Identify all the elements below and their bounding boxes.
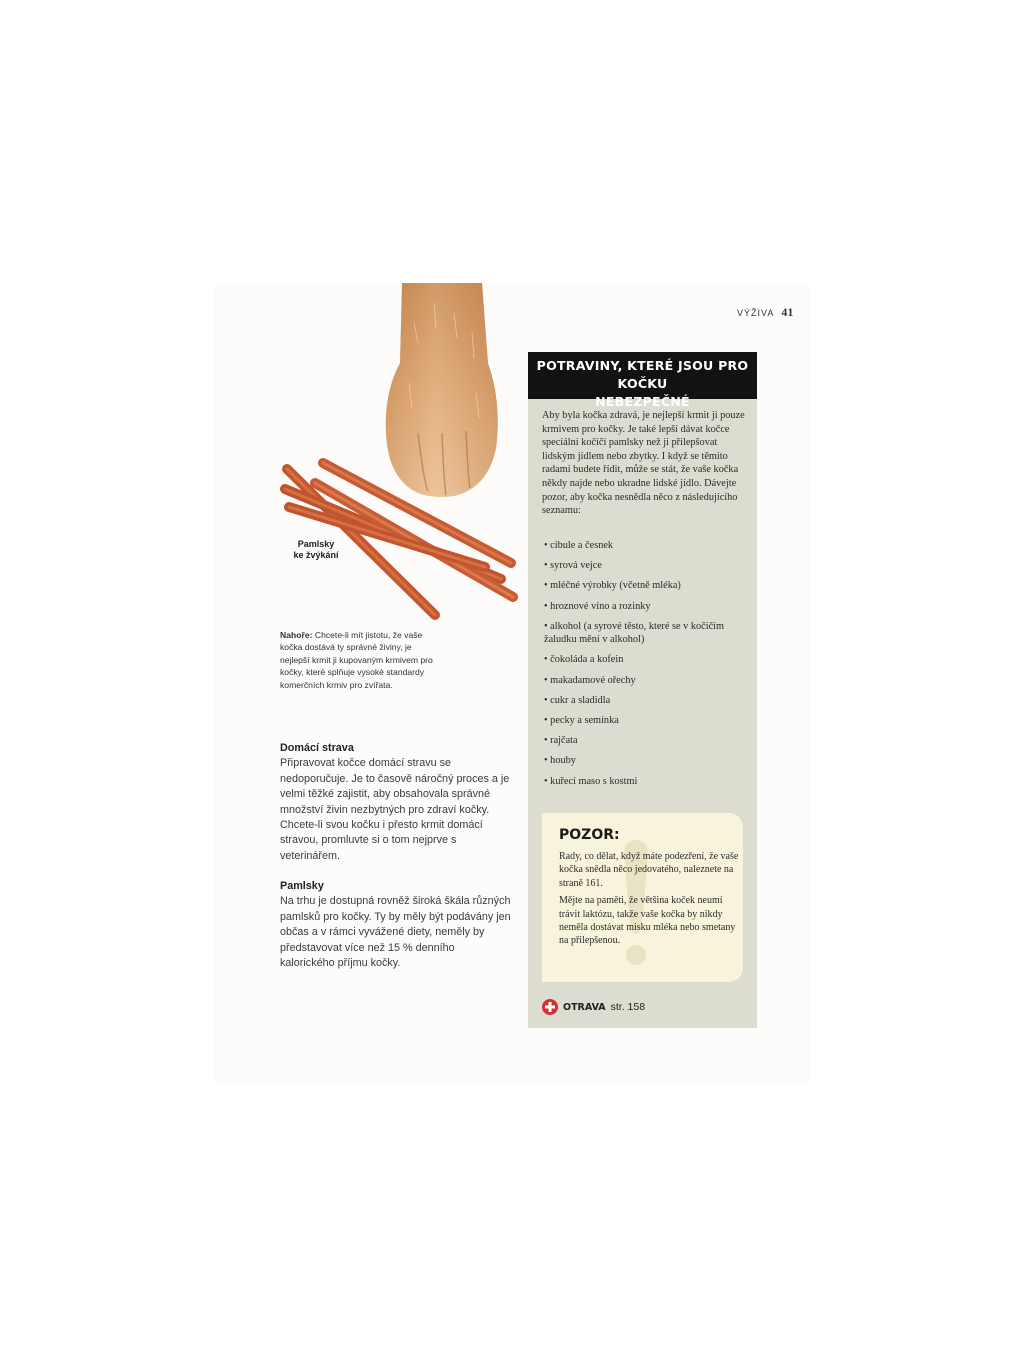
list-item: • pecky a semínka [544, 715, 619, 727]
warning-paragraph: Rady, co dělat, když máte podezření, že vaše kočka snědla něco jedovatého, naleznete na straně 161. [559, 851, 739, 889]
sidebar-title [528, 352, 757, 409]
page-number: 41 [781, 305, 794, 319]
caption-text: Chcete-li mít jistotu, že vaše kočka dostává ty správné živiny, je nejlepší krmit ji kupovaným krmivem pro kočky, které splňuje vysoké standardy komerčních krmiv pro zvířata. [280, 630, 433, 690]
warning-title: POZOR: [559, 827, 620, 843]
section-treats [280, 879, 512, 971]
section-heading: Pamlsky [280, 880, 324, 892]
list-item: • cibule a česnek [544, 540, 614, 551]
photo-label [282, 539, 350, 561]
photo-label-line2: ke žvýkání [293, 550, 339, 560]
section-name: VÝŽIVA [737, 308, 774, 318]
running-header [737, 305, 793, 320]
warning-paragraph: Mějte na paměti, že většina koček neumí trávit laktózu, takže vaše kočka by nikdy neměla dostávat misku mléka nebo smetany na přilepšenou. [559, 895, 736, 947]
list-item: • cukr a sladidla [544, 694, 611, 706]
reference-label: OTRAVA [563, 1001, 606, 1013]
list-item: • čokoláda a kofein [544, 654, 624, 666]
section-home-food [280, 741, 512, 864]
section-paragraph: Na trhu je dostupná rovněž široká škála různých pamlsků pro kočky. Ty by měly být podávány jen občas a v rámci vyvážené diety, neměly by představovat více než 15 % denního kalorického příjmu kočky. [280, 895, 511, 970]
reference-page: str. 158 [610, 1001, 646, 1013]
section-heading: Domácí strava [280, 742, 354, 754]
sidebar-title-line1: POTRAVINY, KTERÉ JSOU PRO KOČKU [536, 358, 749, 391]
list-item: • houby [544, 755, 576, 767]
cross-reference [542, 999, 645, 1015]
list-item: • alkohol (a syrové těsto, které se v kočičím žaludku mění v alkohol) [544, 620, 725, 646]
photo-label-line1: Pamlsky [297, 539, 335, 549]
warning-text [559, 850, 741, 952]
sidebar-title-line2: NEBEZPEČNÉ [595, 394, 690, 409]
first-aid-cross-icon [542, 999, 558, 1015]
sidebar-intro: Aby byla kočka zdravá, je nejlepší krmit ji pouze krmivem pro kočky. Je také lepší dávat kočce speciální kočičí pamlsky než ji přilepšovat lidským jídlem nebo zbytky. I když se těmito radami budete řídit, může se stát, že vaše kočka někdy najde nebo ukradne lidské jídlo. Dávejte pozor, aby kočka nesnědla něco z následujícího seznamu: [542, 410, 745, 517]
list-item: • kuřecí maso s kostmi [544, 775, 638, 787]
list-item: • rajčata [544, 735, 578, 747]
list-item: • makadamové ořechy [544, 674, 636, 686]
list-item: • mléčné výrobky (včetně mléka) [544, 580, 681, 592]
photo-caption [280, 629, 440, 691]
dangerous-foods-list [544, 539, 749, 795]
list-item: • hroznové víno a rozinky [544, 600, 651, 612]
caption-lead: Nahoře: [280, 630, 313, 640]
section-paragraph: Připravovat kočce domácí stravu se nedoporučuje. Je to časově náročný proces a je velmi těžké zajistit, aby obsahovala správné množství živin nezbytných pro zdraví kočky. Chcete-li svou kočku i přesto krmit domácí stravou, promluvte si o tom nejprve s veterinářem. [280, 757, 510, 862]
list-item: • syrová vejce [544, 560, 602, 572]
